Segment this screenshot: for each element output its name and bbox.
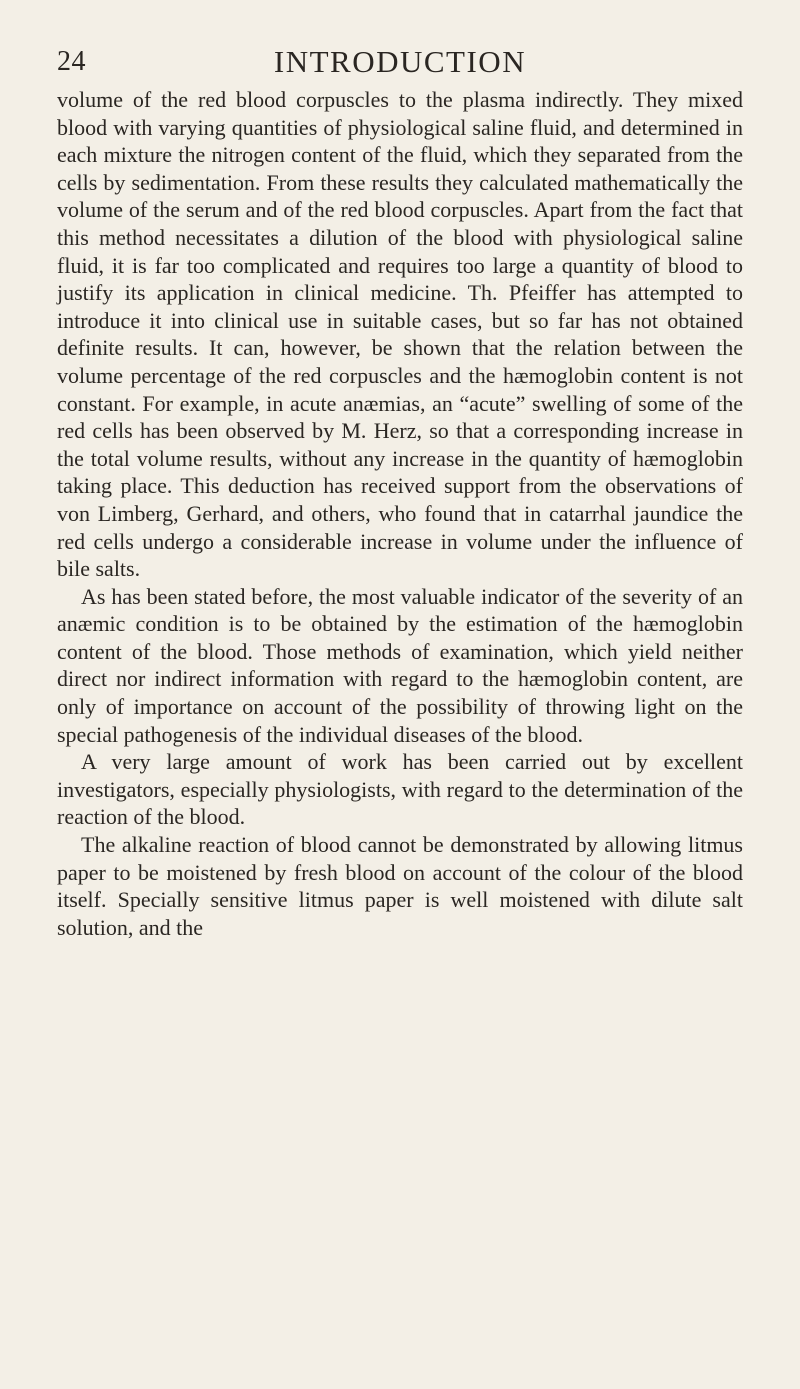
chapter-title: INTRODUCTION <box>273 44 527 79</box>
paragraph: A very large amount of work has been carried out by excellent investigators, especially physiologists, with regard to the determination of the reaction of the blood. <box>57 749 743 830</box>
paragraph-continued: volume of the red blood corpuscles to the plasma indirectly. They mixed blood with varying quantities of physiological saline fluid, and determined in each mixture the nitrogen content of the fluid, which they separated from the cells by sedimentation. From these results they calculated mathematically the volume of the serum and of the red blood corpuscles. Apart from the fact that this method necessitates a dilution of the blood with physiological saline fluid, it is far too complicated and requires too large a quantity of blood to justify its application in clinical medicine. Th. Pfeiffer has attempted to introduce it into clinical use in suitable cases, but so far has not obtained definite results. It can, however, be shown that the relation between the volume percentage of the red corpuscles and the hæmoglobin content is not constant. For example, in acute anæmias, an “acute” swelling of some of the red cells has been observed by M. Herz, so that a corresponding increase in the total volume results, without any increase in the quantity of hæmoglobin taking place. This deduction has received support from the observations of von Limberg, Gerhard, and others, who found that in catarrhal jaundice the red cells undergo a considerable increase in volume under the influence of bile salts. <box>57 87 743 582</box>
paragraph: The alkaline reaction of blood cannot be demonstrated by allowing litmus paper to be moistened by fresh blood on account of the colour of the blood itself. Specially sensitive litmus paper is well moistened with dilute salt solution, and the <box>57 832 743 940</box>
body-text <box>57 86 743 941</box>
paragraph: As has been stated before, the most valuable indicator of the severity of an anæmic condition is to be obtained by the estimation of the hæmoglobin content of the blood. Those methods of examination, which yield neither direct nor indirect information with regard to the hæmoglobin content, are only of importance on account of the possibility of throwing light on the special pathogenesis of the individual diseases of the blood. <box>57 583 743 747</box>
page-number: 24 <box>57 46 86 77</box>
running-head <box>57 40 743 84</box>
